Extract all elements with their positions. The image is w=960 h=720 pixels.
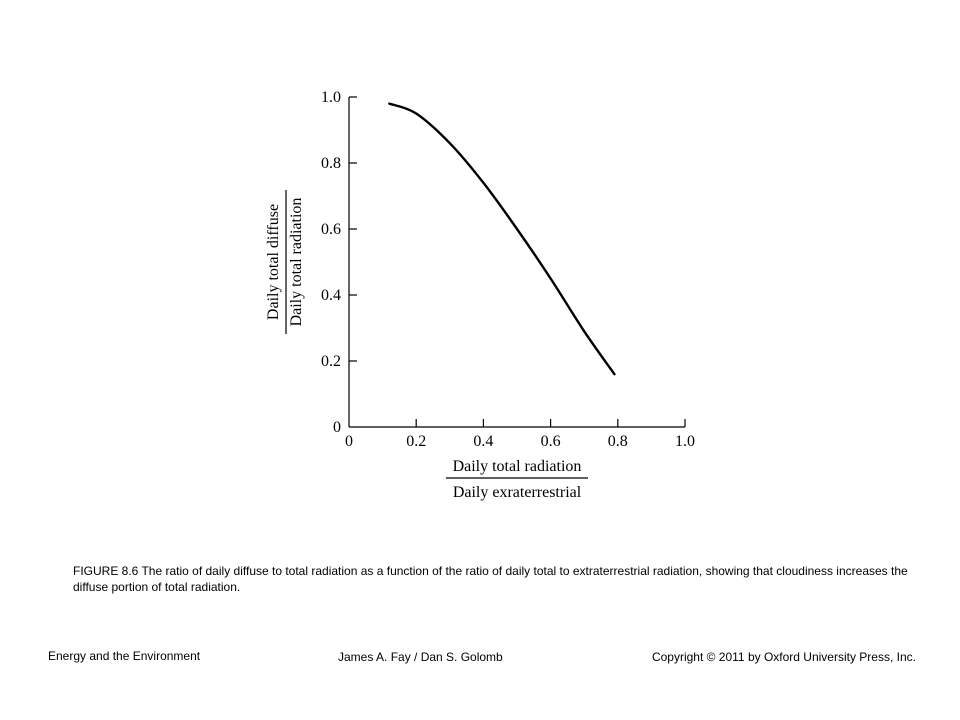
y-axis-label	[265, 190, 305, 334]
y-tick-label: 0.2	[321, 353, 341, 370]
chart-axes	[349, 97, 685, 427]
x-tick-label: 0.2	[406, 433, 427, 450]
y-axis-label-numerator: Daily total diffuse	[265, 203, 282, 321]
figure-label: FIGURE 8.6	[73, 564, 139, 578]
y-ticks	[321, 89, 357, 436]
y-axis-label-denominator: Daily total radiation	[288, 197, 305, 327]
x-tick-label: 1.0	[675, 433, 695, 450]
x-ticks	[345, 419, 695, 450]
y-tick-label: 0.8	[321, 155, 341, 172]
x-tick-label: 0.8	[607, 433, 628, 450]
y-tick-label: 1.0	[321, 89, 341, 106]
footer-authors: James A. Fay / Dan S. Golomb	[338, 650, 503, 664]
x-tick-label: 0	[345, 433, 353, 450]
footer-book-title: Energy and the Environment	[48, 649, 201, 663]
y-tick-label: 0.6	[321, 221, 341, 238]
figure-caption-text: The ratio of daily diffuse to total radiation as a function of the ratio of daily total to extraterrestrial radiation, showing that cloudiness increases the diffuse portion of total radiation.	[73, 564, 908, 594]
x-axis-label-denominator: Daily exraterrestrial	[452, 484, 582, 501]
footer-copyright: Copyright © 2011 by Oxford University Press, Inc.	[651, 650, 916, 664]
y-tick-label: 0	[333, 419, 341, 436]
figure-caption	[73, 563, 923, 595]
x-tick-label: 0.6	[540, 433, 561, 450]
x-axis-label-numerator: Daily total radiation	[452, 458, 582, 475]
y-tick-label: 0.4	[321, 287, 341, 304]
data-series	[389, 104, 614, 375]
series-line	[389, 104, 614, 375]
x-tick-label: 0.4	[473, 433, 494, 450]
